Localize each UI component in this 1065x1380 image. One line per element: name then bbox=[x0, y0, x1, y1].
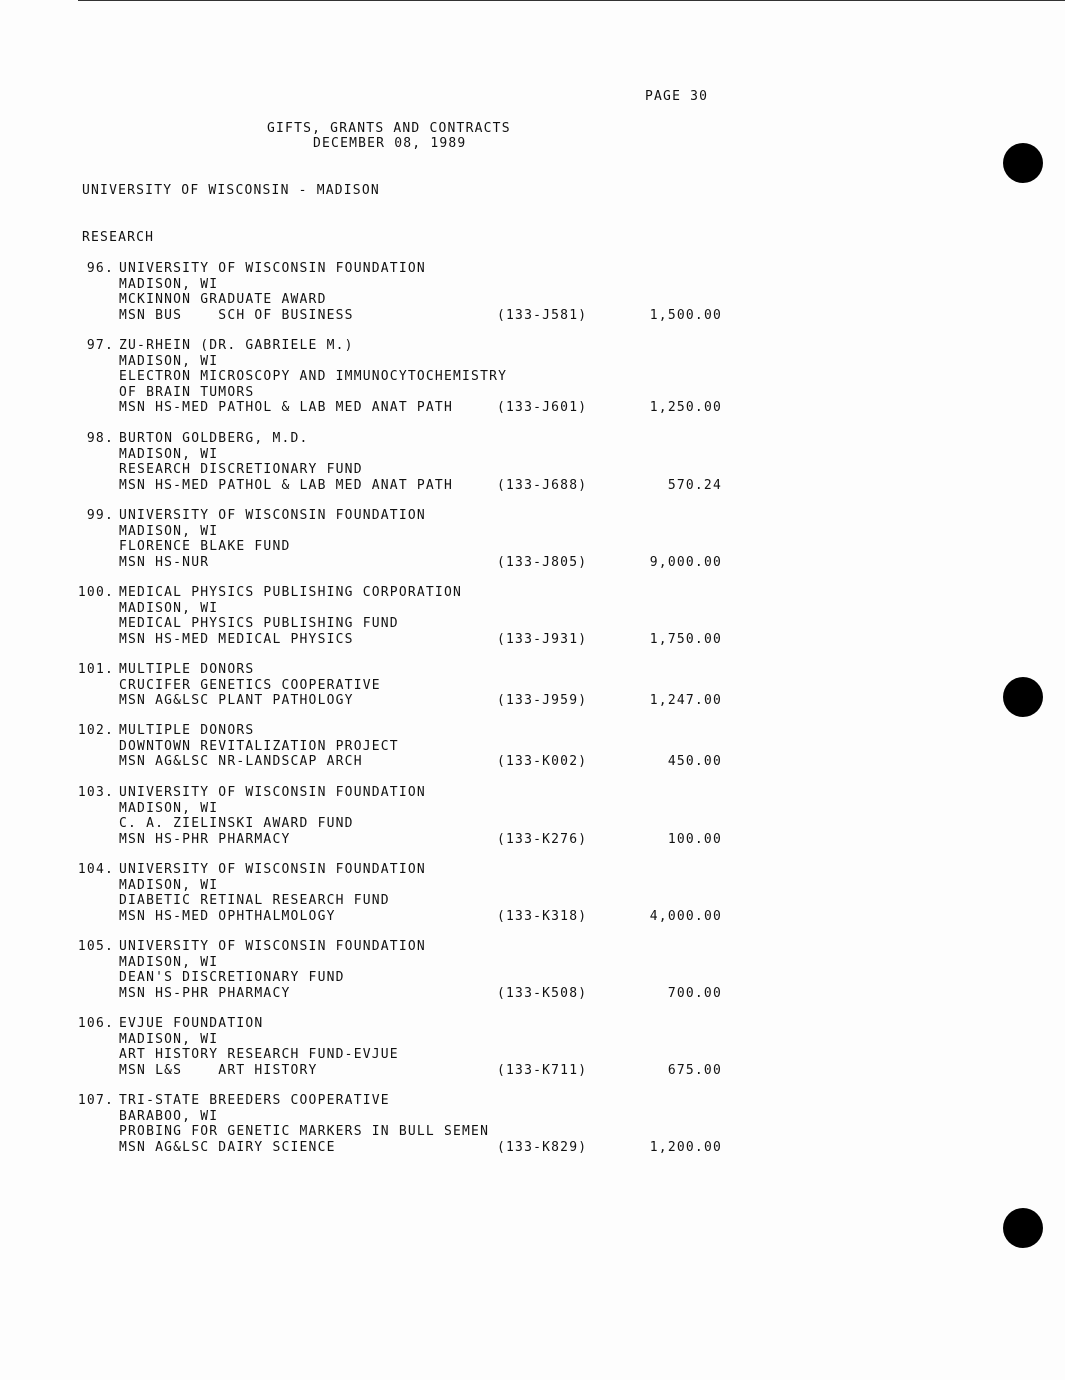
entry-line: UNIVERSITY OF WISCONSIN FOUNDATION bbox=[119, 261, 426, 276]
entry-description bbox=[119, 662, 539, 709]
entry-number: 102. bbox=[77, 723, 114, 738]
grant-entry bbox=[62, 338, 722, 416]
entry-line: BURTON GOLDBERG, M.D. bbox=[119, 431, 309, 446]
grant-amount: 1,250.00 bbox=[649, 400, 722, 415]
entry-line: UNIVERSITY OF WISCONSIN FOUNDATION bbox=[119, 785, 426, 800]
entry-line: MSN L&S ART HISTORY bbox=[119, 1062, 318, 1078]
entry-line: MEDICAL PHYSICS PUBLISHING FUND bbox=[119, 616, 399, 631]
entry-line: ELECTRON MICROSCOPY AND IMMUNOCYTOCHEMISTRY bbox=[119, 369, 508, 384]
entry-line: MADISON, WI bbox=[119, 1031, 219, 1047]
entry-line: ART HISTORY RESEARCH FUND-EVJUE bbox=[119, 1047, 399, 1062]
entry-line: MADISON, WI bbox=[119, 446, 219, 462]
entry-number: 96. bbox=[86, 261, 114, 276]
report-date: DECEMBER 08, 1989 bbox=[313, 136, 467, 151]
account-code: (133-J931) bbox=[497, 631, 588, 647]
account-code: (133-J959) bbox=[497, 693, 588, 708]
grant-entry bbox=[62, 585, 722, 647]
entry-line: MSN HS-MED MEDICAL PHYSICS bbox=[119, 631, 354, 647]
entry-description bbox=[119, 1016, 539, 1078]
entry-line: CRUCIFER GENETICS COOPERATIVE bbox=[119, 677, 381, 693]
entry-number: 105. bbox=[77, 939, 114, 954]
entry-number: 99. bbox=[86, 508, 114, 523]
account-code: (133-K002) bbox=[497, 754, 588, 769]
account-code: (133-K318) bbox=[497, 908, 588, 924]
account-code: (133-J581) bbox=[497, 307, 588, 323]
entry-description bbox=[119, 785, 539, 847]
entry-line: OF BRAIN TUMORS bbox=[119, 384, 255, 400]
grant-entry bbox=[62, 431, 722, 493]
entry-line: MADISON, WI bbox=[119, 523, 219, 539]
grant-entry bbox=[62, 261, 722, 323]
entry-line: MSN HS-MED PATHOL & LAB MED ANAT PATH bbox=[119, 477, 453, 493]
grant-entry bbox=[62, 723, 722, 770]
entry-line: UNIVERSITY OF WISCONSIN FOUNDATION bbox=[119, 862, 426, 877]
entry-line: MEDICAL PHYSICS PUBLISHING CORPORATION bbox=[119, 585, 463, 600]
entry-line: DIABETIC RETINAL RESEARCH FUND bbox=[119, 893, 390, 908]
punch-hole bbox=[1003, 677, 1043, 717]
grant-entry bbox=[62, 508, 722, 570]
entry-line: MSN BUS SCH OF BUSINESS bbox=[119, 307, 354, 323]
entry-line: MSN HS-PHR PHARMACY bbox=[119, 831, 291, 847]
grant-entry bbox=[62, 1093, 722, 1155]
grant-amount: 100.00 bbox=[667, 831, 722, 847]
page-number: PAGE 30 bbox=[645, 89, 709, 104]
grant-amount: 9,000.00 bbox=[649, 554, 722, 570]
entry-line: MSN AG&LSC DAIRY SCIENCE bbox=[119, 1139, 336, 1155]
entry-number: 104. bbox=[77, 862, 114, 877]
entry-line: UNIVERSITY OF WISCONSIN FOUNDATION bbox=[119, 939, 426, 954]
entry-line: UNIVERSITY OF WISCONSIN FOUNDATION bbox=[119, 508, 426, 523]
entry-line: MCKINNON GRADUATE AWARD bbox=[119, 292, 327, 307]
grant-amount: 450.00 bbox=[667, 754, 722, 769]
entry-line: DOWNTOWN REVITALIZATION PROJECT bbox=[119, 738, 399, 754]
account-code: (133-J805) bbox=[497, 554, 588, 570]
entry-line: EVJUE FOUNDATION bbox=[119, 1016, 264, 1031]
entry-description bbox=[119, 508, 539, 570]
account-code: (133-K508) bbox=[497, 985, 588, 1001]
report-title: GIFTS, GRANTS AND CONTRACTS bbox=[267, 121, 511, 136]
entry-number: 106. bbox=[77, 1016, 114, 1031]
punch-hole bbox=[1003, 1208, 1043, 1248]
entry-line: MADISON, WI bbox=[119, 800, 219, 816]
entry-number: 101. bbox=[77, 662, 114, 677]
entry-line: ZU-RHEIN (DR. GABRIELE M.) bbox=[119, 338, 354, 353]
entry-line: DEAN'S DISCRETIONARY FUND bbox=[119, 970, 345, 985]
entry-description bbox=[119, 585, 539, 647]
account-code: (133-J688) bbox=[497, 477, 588, 493]
entry-description bbox=[119, 261, 539, 323]
entry-number: 100. bbox=[77, 585, 114, 600]
entry-line: BARABOO, WI bbox=[119, 1108, 219, 1124]
grant-amount: 570.24 bbox=[667, 477, 722, 493]
grant-amount: 1,200.00 bbox=[649, 1139, 722, 1155]
entry-line: MSN AG&LSC NR-LANDSCAP ARCH bbox=[119, 754, 363, 769]
grant-entry bbox=[62, 939, 722, 1001]
entry-line: RESEARCH DISCRETIONARY FUND bbox=[119, 462, 363, 477]
institution-name: UNIVERSITY OF WISCONSIN - MADISON bbox=[82, 183, 380, 198]
section-heading: RESEARCH bbox=[82, 230, 155, 245]
entry-number: 98. bbox=[86, 431, 114, 446]
scan-edge-line bbox=[78, 0, 1065, 1]
account-code: (133-K829) bbox=[497, 1139, 588, 1155]
entry-line: PROBING FOR GENETIC MARKERS IN BULL SEMEN bbox=[119, 1124, 490, 1139]
grant-amount: 1,750.00 bbox=[649, 631, 722, 647]
entry-description bbox=[119, 939, 539, 1001]
grant-entry bbox=[62, 862, 722, 924]
entry-description bbox=[119, 1093, 539, 1155]
punch-hole bbox=[1003, 143, 1043, 183]
entry-line: MULTIPLE DONORS bbox=[119, 723, 255, 738]
entry-line: MADISON, WI bbox=[119, 877, 219, 893]
grant-amount: 700.00 bbox=[667, 985, 722, 1001]
entry-description bbox=[119, 862, 539, 924]
entry-description bbox=[119, 723, 539, 770]
entry-line: MADISON, WI bbox=[119, 600, 219, 616]
entry-line: TRI-STATE BREEDERS COOPERATIVE bbox=[119, 1093, 390, 1108]
entry-line: MSN HS-PHR PHARMACY bbox=[119, 985, 291, 1001]
entry-line: MULTIPLE DONORS bbox=[119, 662, 255, 677]
grant-amount: 1,247.00 bbox=[649, 693, 722, 708]
entry-line: MSN HS-MED PATHOL & LAB MED ANAT PATH bbox=[119, 400, 453, 415]
grant-amount: 1,500.00 bbox=[649, 307, 722, 323]
entry-description bbox=[119, 338, 539, 416]
grant-amount: 675.00 bbox=[667, 1062, 722, 1078]
account-code: (133-K276) bbox=[497, 831, 588, 847]
entry-line: MADISON, WI bbox=[119, 276, 219, 292]
grant-entry bbox=[62, 785, 722, 847]
entry-line: FLORENCE BLAKE FUND bbox=[119, 539, 291, 554]
entry-line: MSN AG&LSC PLANT PATHOLOGY bbox=[119, 693, 354, 708]
entry-number: 97. bbox=[86, 338, 114, 353]
account-code: (133-K711) bbox=[497, 1062, 588, 1078]
entry-number: 103. bbox=[77, 785, 114, 800]
entry-description bbox=[119, 431, 539, 493]
entry-line: MSN HS-NUR bbox=[119, 554, 210, 570]
account-code: (133-J601) bbox=[497, 400, 588, 415]
entry-line: MADISON, WI bbox=[119, 353, 219, 369]
entry-line: MSN HS-MED OPHTHALMOLOGY bbox=[119, 908, 336, 924]
entry-line: MADISON, WI bbox=[119, 954, 219, 970]
entry-line: C. A. ZIELINSKI AWARD FUND bbox=[119, 816, 354, 831]
grant-amount: 4,000.00 bbox=[649, 908, 722, 924]
entry-number: 107. bbox=[77, 1093, 114, 1108]
grant-entry bbox=[62, 1016, 722, 1078]
grant-entry bbox=[62, 662, 722, 709]
